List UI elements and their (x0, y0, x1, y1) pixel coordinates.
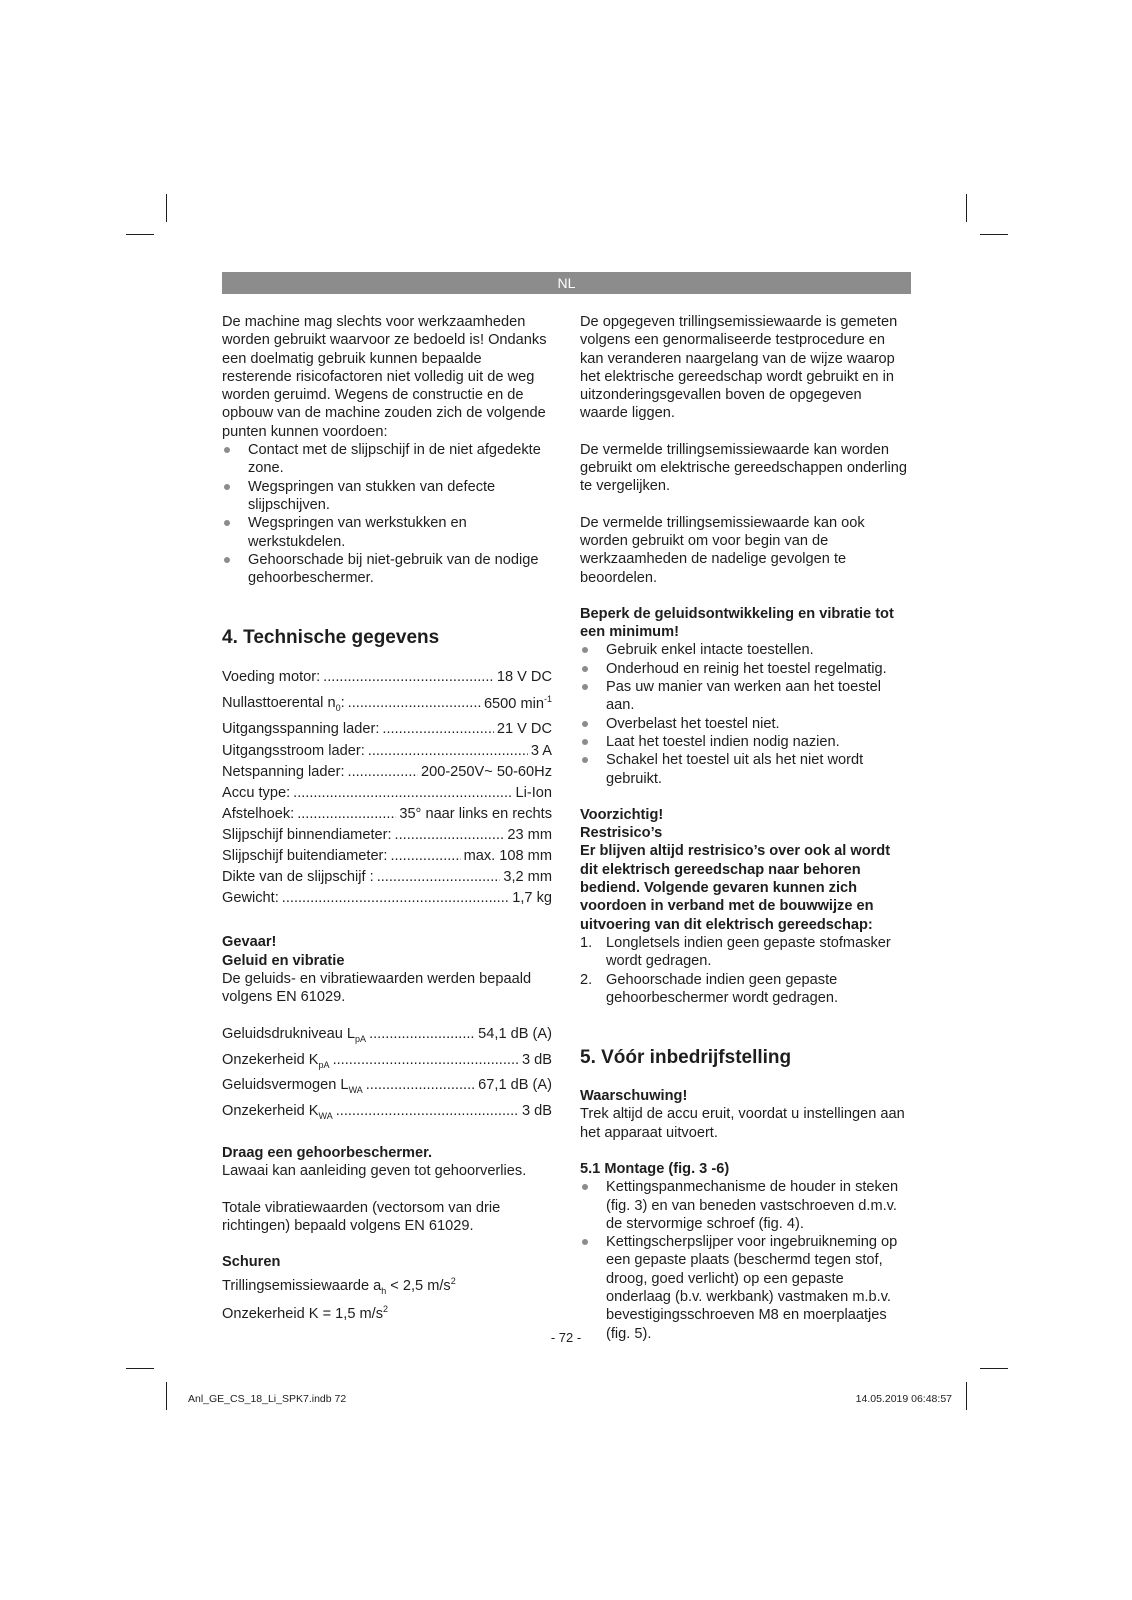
spec-row: Voeding motor: ..... 18 V DC (222, 667, 552, 688)
footer-datetime: 14.05.2019 06:48:57 (855, 1393, 952, 1405)
list-item: Wegspringen van werkstukken en werkstukdelen. (222, 514, 552, 551)
spec-row: Uitgangsstroom lader: ..... 3 A (222, 741, 552, 762)
spec-table (222, 667, 552, 909)
spec-row: Gewicht: ..... 1,7 kg (222, 888, 552, 909)
list-item: Kettingspanmechanisme de houder in steken (fig. 3) en van beneden vastschroeven d.m.v. de stervormige schroef (fig. 4). (580, 1178, 910, 1233)
crop-mark (126, 1368, 154, 1369)
caution-heading: Voorzichtig! (580, 806, 664, 823)
sound-heading: Geluid en vibratie (222, 952, 345, 969)
list-item: Schakel het toestel uit als het niet wordt gebruikt. (580, 751, 910, 788)
crop-mark (126, 234, 154, 235)
spec-row: Netspanning lader: ..... 200-250V~ 50-60Hz (222, 762, 552, 783)
ear-protection-heading: Draag een gehoorbeschermer. (222, 1145, 433, 1162)
residual-risks-heading: Restrisico’s (580, 825, 663, 842)
left-column (222, 313, 552, 1323)
vibration-paragraph-3: De vermelde trillingsemissiewaarde kan ook worden gebruikt om voor begin van de werkzaamheden de nadelige gevolgen te beoordelen. (580, 514, 865, 586)
list-item: Kettingscherpslijper voor ingebruikneming op een gepaste plaats (beschermd tegen stof, droog, goed verlicht) op een gepaste onderlaag (b.v. werkbank) vastmaken m.b.v. bevestigingsschroeven M8 en moerplaatjes (fig. 5). (580, 1233, 910, 1343)
footer-file-name: Anl_GE_CS_18_Li_SPK7.indb 72 (188, 1393, 347, 1405)
spec-row: Accu type: ..... Li-Ion (222, 783, 552, 804)
language-header-bar (222, 272, 911, 294)
spec-row: Onzekerheid $K_{WA}$ ..... 3 dB (222, 1101, 552, 1126)
list-item: Contact met de slijpschijf in de niet afgedekte zone. (222, 441, 552, 478)
grinding-vibration-value: Trillingsemissiewaarde $a_h < 2,5$ $m/s^2$ (222, 1275, 456, 1296)
spec-row: Onzekerheid $K_{pA}$ ..... 3 dB (222, 1050, 552, 1075)
spec-row: Uitgangsspanning lader: ..... 21 V DC (222, 719, 552, 740)
vibration-paragraph-1: De opgegeven trillingsemissiewaarde is gemeten volgens een genormaliseerde testprocedure en kan veranderen naargelang van de wijze waarop het elektrische gereedschap wordt gebruikt en in uitzonderingsgevallen boven de opgegeven waarde liggen. (580, 314, 898, 422)
residual-risks-text: Er blijven altijd restrisico’s over ook al wordt dit elektrisch gereedschap naar behoren bediend. Volgende gevaren kunnen zich voordoen in verband met de bouwwijze en uitvoering van dit elektrisch gereedschap: (580, 843, 891, 933)
crop-mark (980, 1368, 1008, 1369)
spec-row: Nullasttoerental $n_0$: ..... 6500 $\min^{-1}$ (222, 689, 552, 720)
risk-list (222, 441, 552, 587)
grinding-uncertainty-value: Onzekerheid K = 1,5 $m/s^2$ (222, 1303, 389, 1322)
list-item: Gebruik enkel intacte toestellen. (580, 641, 910, 659)
vibration-paragraph-2: De vermelde trillingsemissiewaarde kan worden gebruikt om elektrische gereedschappen onderling te vergelijken. (580, 441, 907, 495)
page-number: - 72 - (550, 1330, 582, 1345)
list-item: Gehoorschade bij niet-gebruik van de nodige gehoorbeschermer. (222, 551, 552, 588)
warning-heading: Waarschuwing! (580, 1088, 688, 1105)
limit-list (580, 641, 910, 787)
crop-mark (980, 234, 1008, 235)
list-item: Overbelast het toestel niet. (580, 715, 910, 733)
vibration-total-paragraph: Totale vibratiewaarden (vectorsom van drie richtingen) bepaald volgens EN 61029. (222, 1199, 501, 1234)
list-item: Wegspringen van stukken van defecte slijpschijven. (222, 478, 552, 515)
language-code: NL (557, 275, 576, 291)
spec-row: Slijpschijf binnendiameter: ..... 23 mm (222, 825, 552, 846)
grinding-heading: Schuren (222, 1254, 281, 1271)
intro-paragraph: De machine mag slechts voor werkzaamheden worden gebruikt waarvoor ze bedoeld is! Ondanks een doelmatig gebruik kunnen bepaalde resterende risicofactoren niet volledig uit de weg worden geruimd. Wegens de constructie en de opbouw van de machine zouden zich de volgende punten kunnen voordoen: (222, 314, 547, 440)
section-5-heading: 5. Vóór inbedrijfstelling (580, 1047, 792, 1069)
list-item: Pas uw manier van werken aan het toestel aan. (580, 678, 910, 715)
spec-row: Slijpschijf buitendiameter: ..... max. 108 mm (222, 846, 552, 867)
section-4-heading: 4. Technische gegevens (222, 627, 440, 649)
spec-row: Dikte van de slijpschijf : ..... 3,2 mm (222, 867, 552, 888)
montage-heading: 5.1 Montage (fig. 3 -6) (580, 1160, 730, 1177)
danger-heading: Gevaar! (222, 934, 277, 951)
residual-risks-list (580, 934, 910, 1007)
sound-values-table (222, 1024, 552, 1126)
crop-mark (166, 194, 167, 222)
montage-list (580, 1178, 910, 1343)
crop-mark (166, 1382, 167, 1410)
list-item: 1. Longletsels indien geen gepaste stofmasker wordt gedragen. (580, 934, 891, 970)
list-item: 2. Gehoorschade indien geen gepaste gehoorbeschermer wordt gedragen. (580, 971, 839, 1006)
list-item: Onderhoud en reinig het toestel regelmatig. (580, 660, 910, 678)
sound-paragraph: De geluids- en vibratiewaarden werden bepaald volgens EN 61029. (222, 970, 532, 1006)
spec-row: Geluidsvermogen $L_{WA}$ ..... 67,1 dB (A) (222, 1075, 552, 1100)
crop-mark (966, 1382, 967, 1410)
warning-text: Trek altijd de accu eruit, voordat u instellingen aan het apparaat uitvoert. (580, 1106, 905, 1141)
spec-row: Geluidsdrukniveau $L_{pA}$ ..... 54,1 dB (A) (222, 1024, 552, 1049)
list-item: Laat het toestel indien nodig nazien. (580, 733, 910, 751)
limit-heading: Beperk de geluidsontwikkeling en vibratie tot een minimum! (580, 605, 894, 641)
ear-protection-text: Lawaai kan aanleiding geven tot gehoorverlies. (222, 1163, 527, 1180)
spec-row: Afstelhoek: ..... 35° naar links en rechts (222, 804, 552, 825)
right-column (580, 313, 910, 1343)
crop-mark (966, 194, 967, 222)
